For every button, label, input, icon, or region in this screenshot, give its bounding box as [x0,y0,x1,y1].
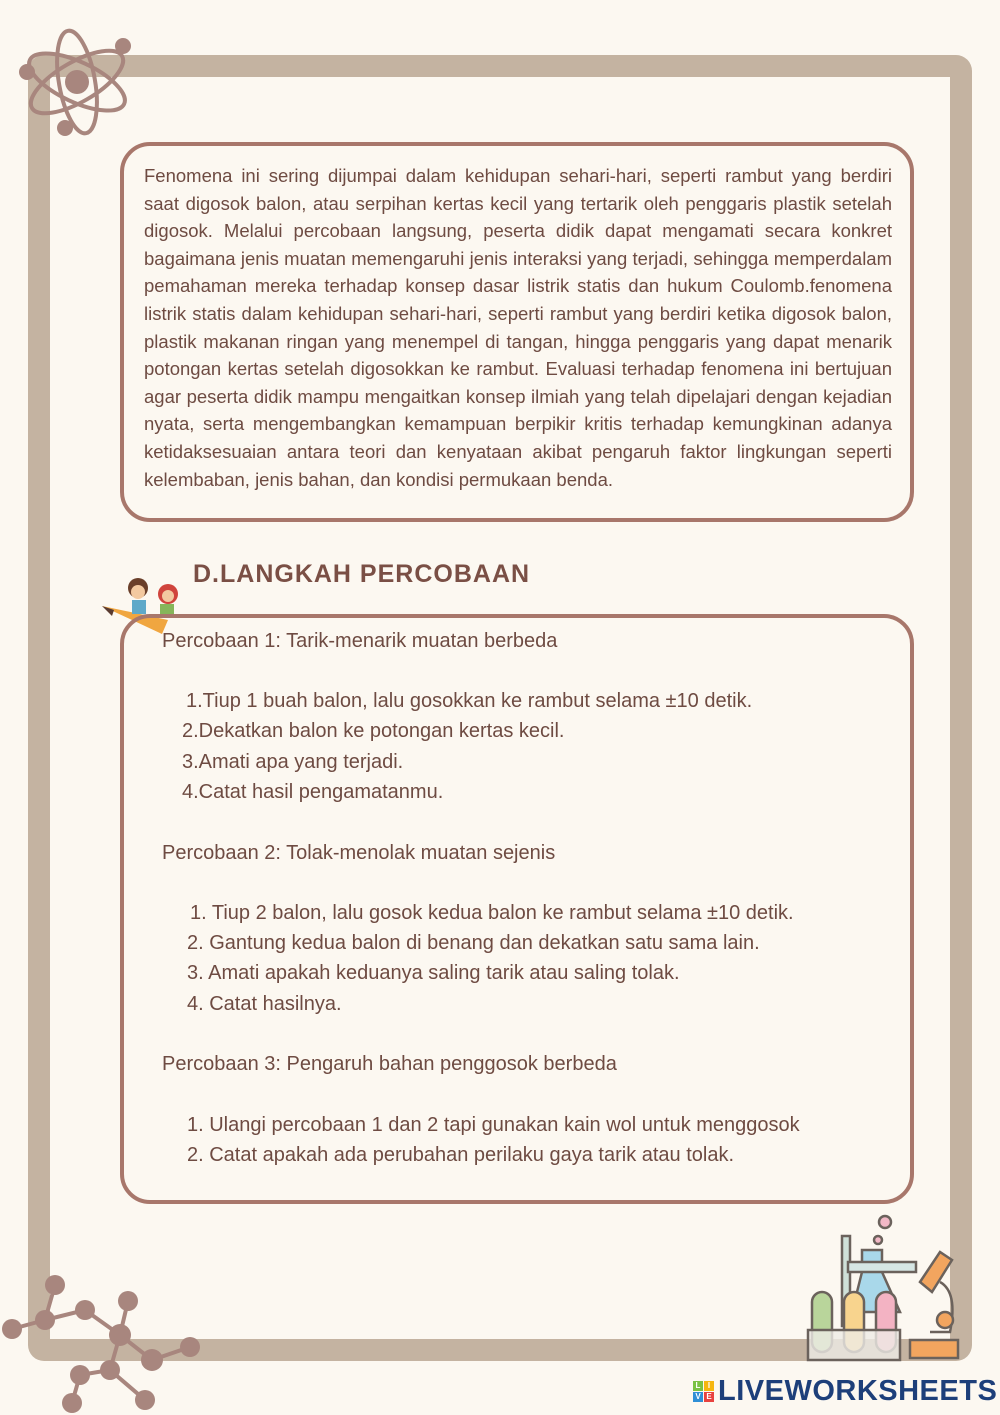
molecule-icon [0,1265,210,1415]
step-item: 1. Ulangi percobaan 1 dan 2 tapi gunakan kain wol untuk menggosok [187,1114,800,1136]
intro-box [120,142,914,522]
logo-tile: E [704,1392,714,1402]
step-item: 2.Dekatkan balon ke potongan kertas kecil. [182,720,565,742]
experiment-1-title: Percobaan 1: Tarik-menarik muatan berbeda [162,630,558,652]
section-heading: D.LANGKAH PERCOBAAN [193,560,531,588]
step-item: 2. Catat apakah ada perubahan perilaku gaya tarik atau tolak. [187,1144,735,1166]
step-item: 1. Tiup 2 balon, lalu gosok kedua balon ke rambut selama ±10 detik. [190,902,794,924]
step-item: 4.Catat hasil pengamatanmu. [182,781,444,803]
lab-equipment-illustration [800,1212,970,1362]
atom-icon [10,20,140,145]
experiment-3-title: Percobaan 3: Pengaruh bahan penggosok berbeda [162,1053,617,1075]
logo-tile: V [693,1392,703,1402]
step-item: 4. Catat hasilnya. [187,993,342,1015]
step-item: 2. Gantung kedua balon di benang dan dekatkan satu sama lain. [187,932,760,954]
logo-tile: L [693,1381,703,1391]
liveworksheets-logo [693,1375,997,1408]
live-tiles-icon [693,1381,714,1402]
step-item: 3. Amati apakah keduanya saling tarik atau saling tolak. [187,962,680,984]
logo-wordmark: LIVEWORKSHEETS [718,1375,998,1407]
experiment-2-title: Percobaan 2: Tolak-menolak muatan sejenis [162,842,556,864]
step-item: 3.Amati apa yang terjadi. [182,751,404,773]
logo-tile: I [704,1381,714,1391]
step-item: 1.Tiup 1 buah balon, lalu gosokkan ke rambut selama ±10 detik. [186,690,753,712]
intro-paragraph: Fenomena ini sering dijumpai dalam kehidupan sehari-hari, seperti rambut yang berdiri saat digosok balon, atau serpihan kertas kecil yang tertarik oleh penggaris plastik setelah digosok. Melalui percobaan langsung, peserta didik dapat mengamati secara konkret bagaimana jenis muatan memengaruhi jenis interaksi yang terjadi, sehingga memperdalam pemahaman mereka terhadap konsep dasar listrik statis dan hukum Coulomb.fenomena listrik statis dalam kehidupan sehari-hari, seperti rambut yang berdiri ketika digosok balon, plastik makanan ringan yang menempel di tangan, hingga penggaris yang dapat menarik potongan kertas setelah digosokkan ke rambut. Evaluasi terhadap fenomena ini bertujuan agar peserta didik mampu mengaitkan konsep ilmiah yang telah dipelajari dengan kejadian nyata, serta mengembangkan kemampuan berpikir kritis terhadap kemungkinan adanya ketidaksesuaian antara teori dan kenyataan akibat pengaruh faktor lingkungan seperti kelembaban, jenis bahan, dan kondisi permukaan benda. [144,165,892,490]
